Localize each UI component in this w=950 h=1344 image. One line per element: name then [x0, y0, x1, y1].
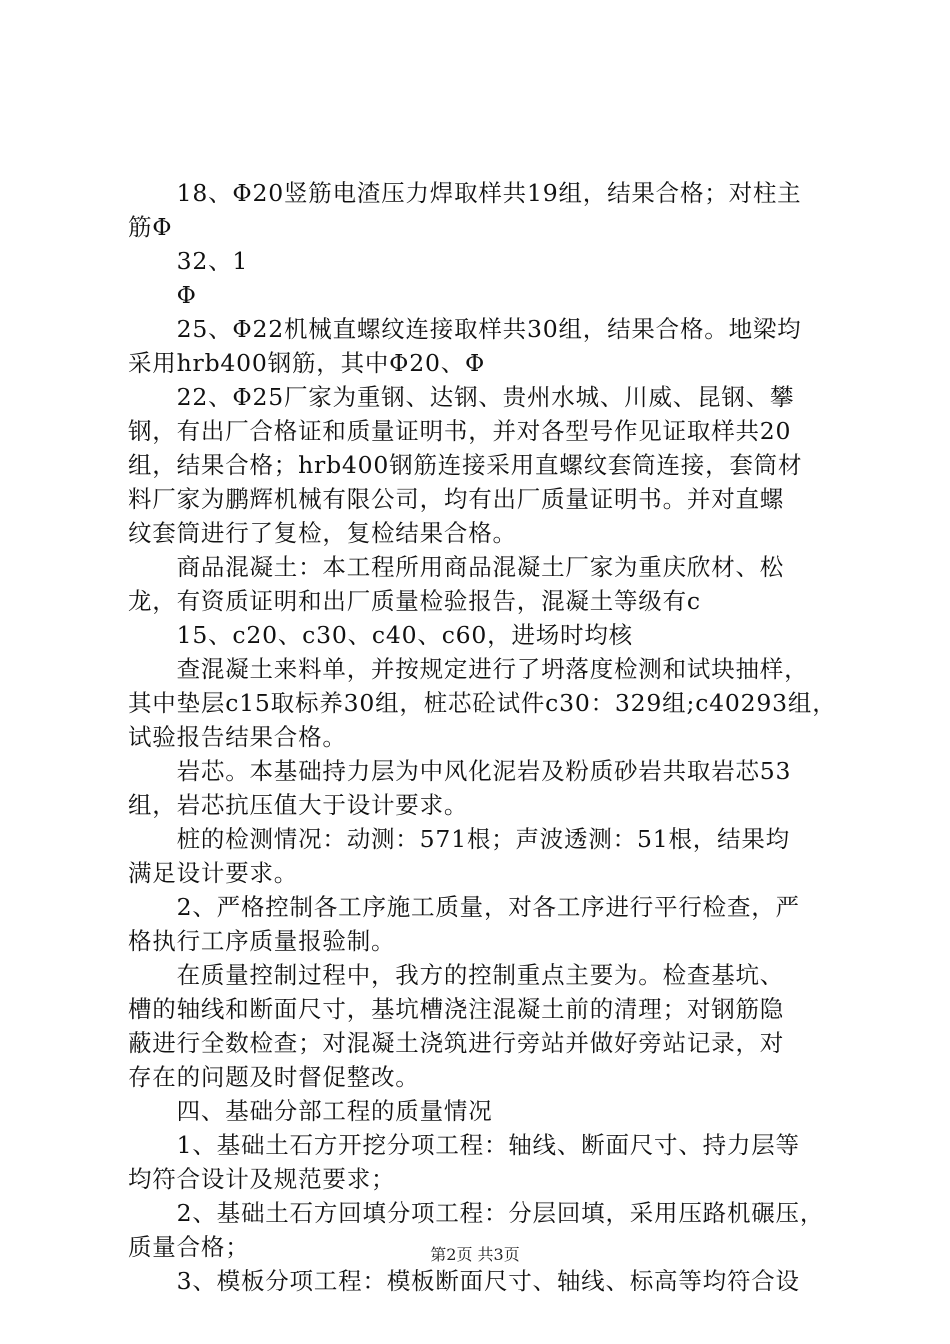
document-body: [128, 176, 840, 1298]
text-line: 钢，有出厂合格证和质量证明书，并对各型号作见证取样共20: [128, 417, 792, 445]
text-line: 15、c20、c30、c40、c60，进场时均核: [128, 621, 633, 649]
text-line: 2、基础土石方回填分项工程：分层回填，采用压路机碾压，: [128, 1199, 825, 1227]
text-line: 料厂家为鹏辉机械有限公司，均有出厂质量证明书。并对直螺: [128, 485, 785, 513]
text-line: 其中垫层c15取标养30组，桩芯砼试件c30：329组;c40293组，: [128, 689, 837, 717]
text-line: 龙，有资质证明和出厂质量检验报告，混凝土等级有c: [128, 587, 701, 615]
text-line: 槽的轴线和断面尺寸，基坑槽浇注混凝土前的清理；对钢筋隐: [128, 995, 785, 1023]
text-line: 蔽进行全数检查；对混凝土浇筑进行旁站并做好旁站记录，对: [128, 1029, 785, 1057]
text-line: 格执行工序质量报验制。: [128, 927, 396, 955]
text-line: 22、Φ25厂家为重钢、达钢、贵州水城、川威、昆钢、攀: [128, 383, 795, 411]
text-line: 质量合格；: [128, 1233, 250, 1261]
text-line: 均符合设计及规范要求；: [128, 1165, 396, 1193]
text-line: 桩的检测情况：动测：571根；声波透测：51根，结果均: [128, 825, 790, 853]
text-line: 满足设计要求。: [128, 859, 299, 887]
text-line: 采用hrb400钢筋，其中Φ20、Φ: [128, 349, 486, 377]
text-line: 32、1: [128, 247, 249, 275]
text-line: 查混凝土来料单，并按规定进行了坍落度检测和试块抽样，: [128, 655, 809, 683]
text-line: 筋Φ: [128, 213, 173, 241]
text-line: 在质量控制过程中，我方的控制重点主要为。检查基坑、: [128, 961, 785, 989]
text-line: Φ: [128, 281, 197, 309]
text-line: 四、基础分部工程的质量情况: [128, 1097, 493, 1125]
text-line: 25、Φ22机械直螺纹连接取样共30组，结果合格。地梁均: [128, 315, 802, 343]
text-line: 2、严格控制各工序施工质量，对各工序进行平行检查，严: [128, 893, 800, 921]
text-line: 试验报告结果合格。: [128, 723, 347, 751]
text-line: 1、基础土石方开挖分项工程：轴线、断面尺寸、持力层等: [128, 1131, 800, 1159]
text-line: 纹套筒进行了复检，复检结果合格。: [128, 519, 517, 547]
text-line: 组，结果合格；hrb400钢筋连接采用直螺纹套筒连接，套筒材: [128, 451, 803, 479]
text-line: 3、模板分项工程：模板断面尺寸、轴线、标高等均符合设: [128, 1267, 800, 1295]
text-line: 岩芯。本基础持力层为中风化泥岩及粉质砂岩共取岩芯53: [128, 757, 792, 785]
text-line: 18、Φ20竖筋电渣压力焊取样共19组，结果合格；对柱主: [128, 179, 802, 207]
page-number-footer: 第2页 共3页: [430, 1245, 520, 1264]
text-line: 组，岩芯抗压值大于设计要求。: [128, 791, 469, 819]
text-line: 商品混凝土：本工程所用商品混凝土厂家为重庆欣材、松: [128, 553, 785, 581]
text-line: 存在的问题及时督促整改。: [128, 1063, 420, 1091]
